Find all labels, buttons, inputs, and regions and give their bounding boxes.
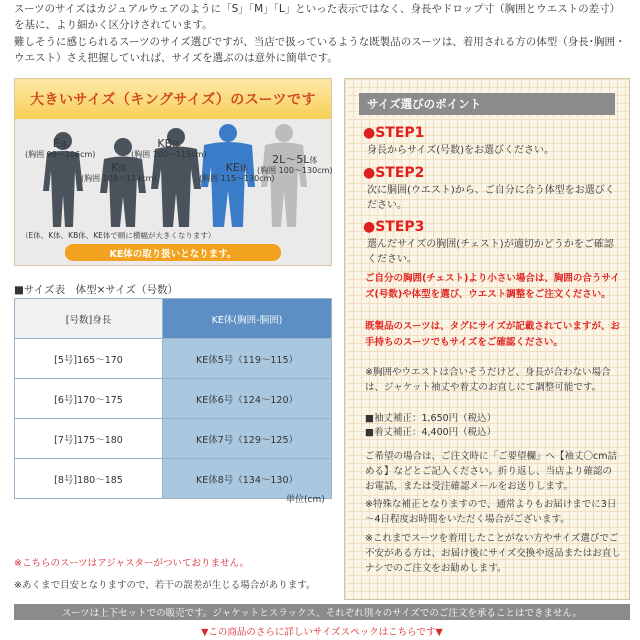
ke-availability-bar: KE体の取り扱いとなります。 [65, 244, 281, 261]
table-row [15, 339, 332, 379]
intro-line-2: 難しそうに感じられるスーツのサイズ選びですが、当店で扱っているような既製品のスーツは、着用される方の体型（身長･胸囲・ウエスト）さえ把握していれば、サイズを選ぶのは意外に簡単です。 [14, 36, 626, 64]
size-table [14, 298, 332, 499]
table-header: KE体(胸囲-胴囲) [163, 299, 332, 339]
body-type-note: （E体、K体、KB体、KE体で順に横幅が大きくなります） [21, 231, 216, 240]
unit-label: 単位(cm) [286, 495, 325, 505]
chest-adjust-notice: ご自分の胸囲(チェスト)より小さい場合は、胸囲の合うサイズ(号数)や体型を選び、ウエスト調整をご注文ください。 [365, 273, 620, 300]
table-cell: KE体7号（129～125） [163, 419, 332, 459]
body-type-figures [15, 119, 331, 265]
set-sale-notice: スーツは上下セットでの販売です。ジャケットとスラックス、それぞれ別々のサイズでのご注文を承ることはできません。 [14, 604, 630, 620]
size-spec-link[interactable]: ▼この商品のさらに詳しいサイズスペックはこちらです▼ [201, 627, 443, 638]
banner-header [15, 79, 331, 119]
step1-label: ●STEP1 [363, 125, 425, 141]
table-header-row [15, 299, 332, 339]
table-cell: KE体5号（119～115） [163, 339, 332, 379]
table-header: [号数]身長 [15, 299, 163, 339]
table-row [15, 419, 332, 459]
table-row [15, 379, 332, 419]
size-guide-panel [344, 78, 630, 600]
first-time-advice: ※これまでスーツを着用したことがない方やサイズ選びでご不安がある方は、お届け後にサイズ交換や返品またはお直しナシでのご注文をお勧めします。 [365, 533, 621, 574]
step3-text: 選んだサイズの胸囲(チェスト)が適切かどうかをご確認ください。 [367, 239, 614, 265]
king-size-banner [14, 78, 332, 266]
alteration-note: ※胸囲やウエストは合いそうだけど、身長が合わない場合は、ジャケット袖丈や着丈のお直しにて調整可能です。 [365, 367, 611, 393]
table-cell: KE体8号（134～130） [163, 459, 332, 499]
intro-text [14, 2, 630, 68]
table-cell: [7号]175～180 [15, 419, 163, 459]
delivery-delay-note: ※特殊な補正となりますので、通常よりもお届けまでに3日～4日程度お時間をいただく場合がございます。 [365, 499, 617, 525]
step2-label: ●STEP2 [363, 165, 425, 181]
size-table-title: ■サイズ表 体型×サイズ（号数） [14, 284, 179, 296]
panel-title: サイズ選びのポイント [359, 93, 615, 115]
adjuster-warning: ※こちらのスーツはアジャスターがついておりません。 [14, 558, 250, 569]
figure-ke-label: KE体 (胸囲 115～130cm) [199, 161, 275, 183]
step2-text: 次に胴囲(ウエスト)から、ご自分に合う体型をお選びください。 [367, 185, 615, 211]
table-cell: KE体6号（124～120） [163, 379, 332, 419]
step3-label: ●STEP3 [363, 219, 425, 235]
table-cell: [5号]165～170 [15, 339, 163, 379]
table-cell: [6号]170～175 [15, 379, 163, 419]
figure-kb-label: KB体 (胸囲 100～115cm) [131, 137, 207, 159]
figure-e-label: E体 (胸囲 98～106cm) [25, 137, 96, 159]
sleeve-fee: ■袖丈補正：1,650円（税込） [365, 413, 497, 424]
step1-text: 身長からサイズ(号数)をお選びください。 [367, 145, 555, 156]
table-cell: [8号]180～185 [15, 459, 163, 499]
intro-line-1: スーツのサイズはカジュアルウェアのように「S」「M」「L」といった表示ではなく、身長やドロップ寸（胸囲とウエストの差寸）を基に、より細かく区分けされています。 [14, 3, 621, 31]
length-fee: ■着丈補正：4,400円（税込） [365, 427, 497, 438]
order-request-note: ご希望の場合は、ご注文時に「ご要望欄」へ【袖丈〇cm詰める】などとご記入ください。折り返し、当店より確認のお電話、または受注確認メールをお送りします。 [365, 451, 617, 492]
tolerance-caveat: ※あくまで目安となりますので、若干の誤差が生じる場合があります。 [14, 580, 316, 591]
banner-title: 大きいサイズ（キングサイズ）のスーツです [29, 92, 317, 108]
tag-size-notice: 既製品のスーツは、タグにサイズが記載されていますが、お手持ちのスーツでもサイズをご確認ください。 [365, 321, 620, 348]
figure-k-label: K体 (胸囲 108～114cm) [81, 161, 157, 183]
table-row [15, 459, 332, 499]
figure-2l-5l-label: 2L～5L体 (胸囲 100～130cm) [257, 153, 333, 175]
